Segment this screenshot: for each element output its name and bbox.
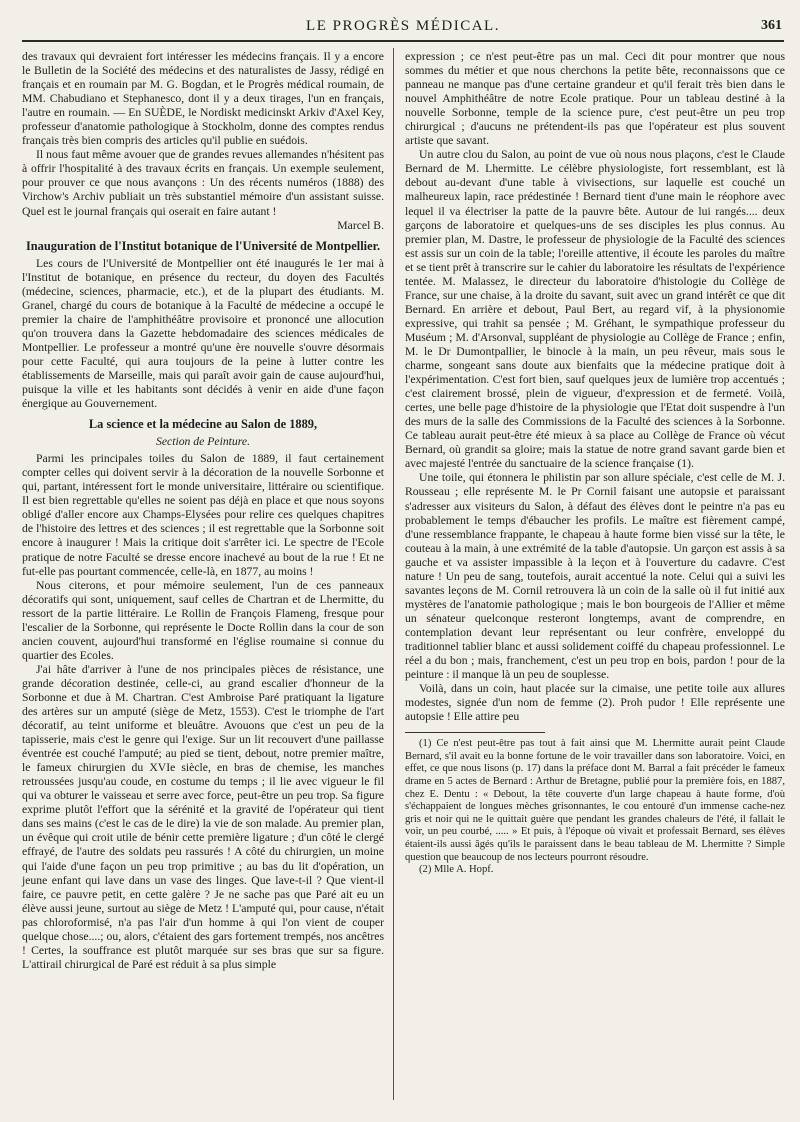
column-divider bbox=[393, 48, 394, 1100]
signature: Marcel B. bbox=[337, 218, 384, 232]
journal-title: LE PROGRÈS MÉDICAL. bbox=[306, 18, 500, 34]
paragraph: Voilà, dans un coin, haut placée sur la cimaise, une petite toile aux allures modestes, signée d'un nom de femme (2). Proh pudor ! Elle représente une autopsie ! Elle attire peu bbox=[405, 682, 785, 724]
paragraph: Une toile, qui étonnera le philistin par son allure spéciale, c'est celle de M. J. Rousseau ; elle représente M. le Pr Cornil faisant une autopsie et paraissant s'adresser aux visiteurs du Salon, à défaut des élèves dont le peintre n'a pas eu probablement le temps d'ébaucher les profils. Le maître est fièrement campé, d'une ressemblance frappante, le chapeau à haute forme bien vissé sur la tête, le couteau à la main, à une extrémité de la table d'autopsie. Un garçon est assis à sa gauche et va assister impassible à la leçon et à l'ouverture du cadavre. C'est nature ! Un peu de sang, toutefois, aurait accentué la note. Celui qui a suivi les savantes leçons de M. Cornil retrouvera là un coin de la salle où il fut initié aux mystères de l'anatomie pathologique ; mais le bon bourgeois de l'Allier et même un sénateur quelconque resteront longtemps, avant de comprendre, en contemplation devant leur représentant ou leur confrère, enveloppé du traditionnel tablier blanc et aussi solidement coiffé du chapeau professionnel. Le réel a du bon ; mais, franchement, c'est un peu trop en bois, pardon ! pour de la peinture : il manque là un peu de souplesse. bbox=[405, 471, 785, 682]
paragraph: des travaux qui devraient fort intéresser les médecins français. Il y a encore le Bulletin de la Société des médecins et des naturalistes de Jassy, rédigé en français et en roumain par M. G. Bogdan, et le Progrès médical roumain, de MM. Chabudiano et Stephanesco, dont il y a deux tirages, l'un en français, l'autre en roumain. — En SUÈDE, le Nordiskt medicinskt Arkiv d'Axel Key, professeur d'anatomie pathologique à Stockholm, donne des comptes rendus français très bien compris des articles qu'il publie en suédois. bbox=[22, 50, 384, 148]
paragraph: J'ai hâte d'arriver à l'une de nos principales pièces de résistance, une grande décoration destinée, celle-ci, au grand escalier d'honneur de la Sorbonne et due à M. Chartran. C'est Ambroise Paré pratiquant la ligature des artères sur un amputé (siège de Metz, 1553). C'est le triomphe de l'art décoratif, au teint uniforme et bleuâtre. Avouons que c'est un peu de la tapisserie, mais c'est le genre qui l'exige. Sur un lit recouvert d'une paillasse éventrée est couché l'amputé; au pied se tient, debout, notre premier maître, le fameux chirurgien du XVIe siècle, en bras de chemise, les manches retroussées jusqu'au coude, en costume du temps ; il lie avec vigueur le fil qui va obturer le vaisseau et serre avec force, peut-être un peu trop. Sa figure exprime plutôt l'effort que la sérénité et la gravité de l'opérateur qui tient dans ses mains (c'est le cas de le dire) la vie de son malade. Au premier plan, un évêque qui croit utile de bénir cette première ligature ; d'un côté le clergé effrayé, de l'autre des soldats peu rassurés ! A côté du chirurgien, un moine qui l'aide d'une façon un peu trop primitive ; au bas du lit d'opération, un jeune enfant qui lave dans un vase des linges. Que lave-t-il ? Que vient-il faire, ce pauvre petit, en cette galère ? Je ne sache pas que Paré ait eu un élève aussi jeune, surtout au siège de Metz ! L'amputé qui, pour cause, n'était pas chloroformisé, n'a pas l'air d'un homme à qui l'on vient de couper quelque chose....; ou, alors, c'étaient des gars fortement trempés, nos ancêtres ! Certes, la souffrance est plutôt marquée sur ses bras que sur sa figure. L'attirail chirurgical de Paré est réduit à sa plus simple bbox=[22, 662, 384, 971]
paragraph: Un autre clou du Salon, au point de vue où nous nous plaçons, c'est le Claude Bernard de M. Lhermitte. Le célèbre physiologiste, fort ressemblant, est là debout au-devant d'une table à vivisections, sur laquelle est couché un malheureux lapin, race prédestinée ! Bernard tient d'une main le réophore avec lequel il va électriser la patte de la pauvre bête. Autour de lui rangés.... deux garçons de laboratoire et quelques-uns de ses disciples les plus connus. Au premier plan, M. Dastre, le professeur de physiologie de la Faculté des sciences est assis sur un coin de la table; l'oreille attentive, il écoute les paroles du maître et se tient prêt à transcrire sur le cahier du laboratoire les résultats de l'expérience tentée. M. Malassez, le directeur du laboratoire d'histologie du Collège de France, sur une chaise, à la droite du savant, suit avec un grand intérêt ce que dit Bernard. En arrière et debout, Paul Bert, au regard vif, à la physionomie expressive, qui trahit sa pensée ; M. Gréhant, le sympathique professeur du Muséum ; M. d'Arsonval, suppléant de physiologie au Collège de France ; enfin, M. le Dr Dumontpallier, le binocle à la main, un peu rêveur, mais sous le charme, songeant sans doute aux bienfaits que la médecine pratique doit à l'expérimentation. C'est fort bien, sauf quelques jeux de lumière trop accentués ; c'est clairement brossé, plein de vigueur, d'expression et de fermeté. Voilà, certes, une belle page d'histoire de la physiologie que l'Etat doit suspendre à l'un des murs de la salle des Commissions de la Faculté des sciences à la Sorbonne. Ce tableau aurait peut-être été mieux à sa place au Collège de France où vécut Bernard, où grandit sa gloire; mais la statue de notre grand savant garde bien et avec majesté l'entrée du sanctuaire de la science française (1). bbox=[405, 148, 785, 471]
right-column bbox=[405, 50, 785, 877]
footnote-rule bbox=[405, 732, 545, 733]
page-header bbox=[22, 14, 784, 42]
paragraph: Parmi les principales toiles du Salon de 1889, il faut certainement compter celles qui doivent servir à la décoration de la nouvelle Sorbonne et qui, partant, intéressent fort le monde universitaire, littéraire ou scientifique. Il est bien regrettable qu'elles ne soient pas déjà en place et que nous soyons obligé d'aller encore aux Champs-Elysées pour relire ces quelques chapitres de l'histoire des lettres et des sciences ; il est regrettable que la Sorbonne soit encore à inaugurer ! Mais la critique doit s'arrêter ici. Le spectre de l'Ecole pratique de notre Faculté se dresse encore inachevé au bout de la rue ! Et ne fut-elle pas pourtant commencée, celle-là, en 1877, au moins ! bbox=[22, 452, 384, 578]
footnotes bbox=[405, 738, 785, 877]
paragraph: Nous citerons, et pour mémoire seulement, l'un de ces panneaux décoratifs qui sont, uniquement, sauf celles de Chartran et de Lhermitte, du ressort de la partie littéraire. Le Rollin de François Flameng, fresque pour l'escalier de la Sorbonne, qui représente le Docte Rollin dans la cour de son ancien couvent, aujourd'hui transformé en l'église roumaine si connue du quartier des Ecoles. bbox=[22, 578, 384, 662]
section-heading: La science et la médecine au Salon de 1889, bbox=[88, 417, 318, 432]
footnote: (2) Mlle A. Hopf. bbox=[419, 864, 494, 876]
section-heading: Inauguration de l'Institut botanique de l'Université de Montpellier. bbox=[25, 238, 381, 253]
page-number: 361 bbox=[761, 18, 782, 33]
footnote: (1) Ce n'est peut-être pas tout à fait ainsi que M. Lhermitte aurait peint Claude Bernard, s'il avait eu la bonne fortune de le voir travailler dans son laboratoire. Voici, en effet, ce que nous lisons (p. 17) dans la préface dont M. Barral a fait précéder le fameux drame en 5 actes de Bernard : Arthur de Bretagne, publié pour la première fois, en 1887, chez E. Dentu : « Debout, la tête couverte d'un large chapeau à haute forme, d'où s'échappaient de longues mèches grisonnantes, le cou entouré d'un immense cache-nez gris et noir qui ne le quittait guère que pendant les grandes chaleurs de l'été, il fallait le voir, un peu courbé, ..... » Et puis, à l'époque où vivait et professait Bernard, ses élèves étaient-ils aussi âgés qu'ils le paraissent dans le beau tableau de M. Lhermitte ? Simple question que beaucoup de nos lecteurs pourront résoudre. bbox=[405, 738, 785, 863]
left-column bbox=[22, 50, 384, 972]
section-subheading: Section de Peinture. bbox=[155, 435, 250, 449]
paragraph: expression ; ce n'est peut-être pas un mal. Ceci dit pour montrer que nous sommes du métier et que nous cherchons la petite bête, reconnaissons que ce panneau ne manque pas d'une certaine grandeur et qu'il ferait très bien dans le nouvel Amphithéâtre de notre Ecole pratique. Pour un tableau destiné à la nouvelle Sorbonne, temple de la science pure, c'est peut-être un peu trop chirurgical ; d'aucuns ne prétendent-ils pas que l'opérateur est plus souvent artiste que savant. bbox=[405, 50, 785, 148]
paragraph: Les cours de l'Université de Montpellier ont été inaugurés le 1er mai à l'Institut de botanique, en présence du recteur, du doyen des Facultés (médecine, sciences, pharmacie, etc.), et de la plupart des étudiants. M. Granel, chargé du cours de botanique à la Faculté de médecine a occupé le premier la chaire de l'amphithéâtre provisoire et prononcé une allocution qu'on trouvera dans la Gazette hebdomadaire des sciences médicales de Montpellier. Le professeur a montré qu'une ère nouvelle s'ouvre désormais pour cette Faculté, qui aura toujours de la peine à lutter contre les établissements de Marseille, mais qui paraît avoir gain de cause aujourd'hui, puisque la ville et les habitants sont décidés à venir en aide d'une façon énergique au Gouvernement. bbox=[22, 256, 384, 411]
paragraph: Il nous faut même avouer que de grandes revues allemandes n'hésitent pas à offrir l'hospitalité à des travaux écrits en français. Un exemple seulement, pour prouver ce que nous avançons : Un des récents numéros (1888) des Virchow's Archiv publiait un très substantiel mémoire d'un assistant suisse. Quel est le journal français qui oserait en faire autant ! bbox=[22, 148, 384, 218]
